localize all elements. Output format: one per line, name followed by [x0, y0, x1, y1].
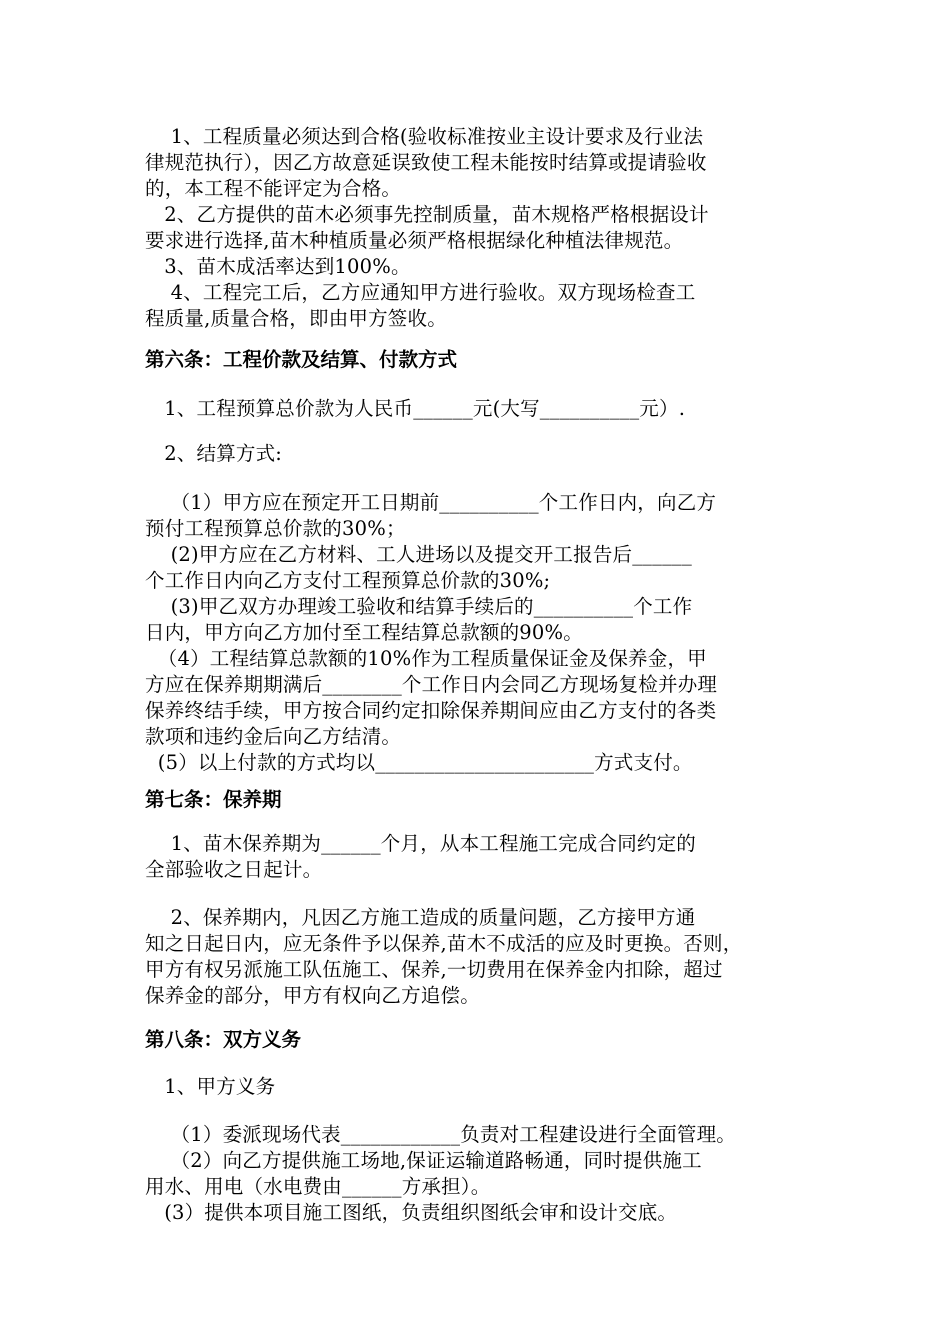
text-line: 的，本工程不能评定为合格。 [145, 177, 402, 200]
text-line: 保养终结手续，甲方按合同约定扣除保养期间应由乙方支付的各类 [145, 699, 717, 722]
text-line: 2、乙方提供的苗木必须事先控制质量，苗木规格严格根据设计 [145, 203, 709, 226]
text-line: （1）委派现场代表____________负责对工程建设进行全面管理。 [145, 1123, 737, 1146]
text-line: 1、工程质量必须达到合格(验收标准按业主设计要求及行业法 [145, 125, 704, 148]
section-heading-obligations: 第八条：双方义务 [145, 1028, 302, 1051]
text-line: 2、保养期内，凡因乙方施工造成的质量问题，乙方接甲方通 [145, 906, 696, 929]
text-line: 2、结算方式: [145, 442, 283, 465]
text-line: 预付工程预算总价款的30%； [145, 517, 406, 540]
text-line: 知之日起日内，应无条件予以保养,苗木不成活的应及时更换。否则， [145, 932, 743, 955]
text-line: 3、苗木成活率达到100%。 [145, 255, 411, 278]
text-line: 日内，甲方向乙方加付至工程结算总款额的90%。 [145, 621, 583, 644]
section-heading-payment: 第六条：工程价款及结算、付款方式 [145, 348, 458, 371]
text-line: （1）甲方应在预定开工日期前__________个工作日内，向乙方 [145, 491, 717, 514]
text-line: 律规范执行），因乙方故意延误致使工程未能按时结算或提请验收 [145, 151, 707, 174]
text-line: (3)甲乙双方办理竣工验收和结算手续后的__________个工作 [145, 595, 693, 618]
text-line: （4）工程结算总款额的10%作为工程质量保证金及保养金，甲 [145, 647, 707, 670]
text-line: 保养金的部分，甲方有权向乙方追偿。 [145, 984, 480, 1007]
text-line: 程质量,质量合格，即由甲方签收。 [145, 307, 447, 330]
section-heading-maintenance: 第七条：保养期 [145, 788, 282, 811]
text-line: 用水、用电（水电费由______方承担）。 [145, 1175, 491, 1198]
text-line: 个工作日内向乙方支付工程预算总价款的30%; [145, 569, 551, 592]
text-line: 要求进行选择,苗木种植质量必须严格根据绿化种植法律规范。 [145, 229, 684, 252]
text-line: 款项和违约金后向乙方结清。 [145, 725, 402, 748]
text-line: （2）向乙方提供施工场地,保证运输道路畅通，同时提供施工 [145, 1149, 702, 1172]
text-line: (3）提供本项目施工图纸，负责组织图纸会审和设计交底。 [145, 1201, 678, 1224]
text-line: 全部验收之日起计。 [145, 858, 323, 881]
text-line: 甲方有权另派施工队伍施工、保养,一切费用在保养金内扣除，超过 [145, 958, 723, 981]
text-line: 1、甲方义务 [145, 1075, 276, 1098]
text-line: 4、工程完工后，乙方应通知甲方进行验收。双方现场检查工 [145, 281, 696, 304]
text-line: (2)甲方应在乙方材料、工人进场以及提交开工报告后______ [145, 543, 692, 566]
text-line: 1、苗木保养期为______个月，从本工程施工完成合同约定的 [145, 832, 697, 855]
text-line: 方应在保养期期满后________个工作日内会同乙方现场复检并办理 [145, 673, 718, 696]
text-line: 1、工程预算总价款为人民币______元(大写__________元）. [145, 397, 686, 420]
text-line: (5）以上付款的方式均以______________________方式支付。 [145, 751, 693, 774]
